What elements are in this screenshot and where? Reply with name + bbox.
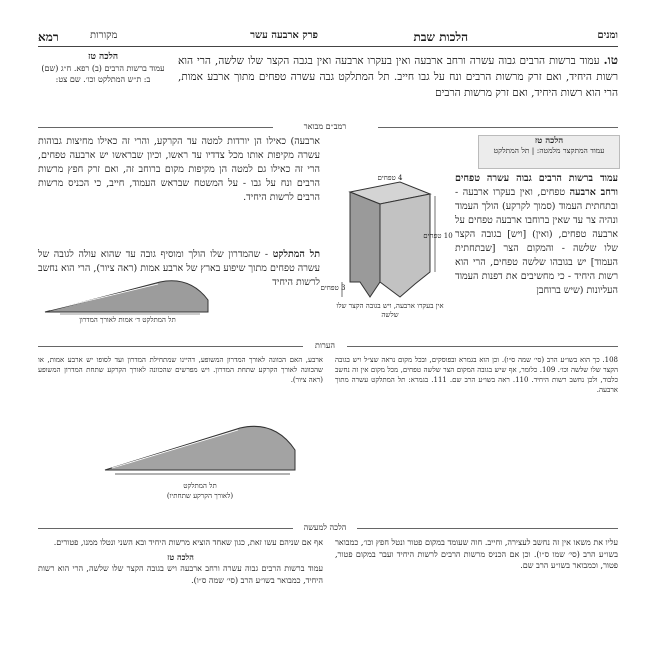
hill-caption-small <box>40 316 215 325</box>
notes-column-right: 108. כך הוא בשו״ע הרב (סי׳ שמה ס״ו). וכן הוא בגמרא ובפוסקים, ובכל מקום נראה שצ״ל ויש בגובה הקצר שלו שלשה וכו׳. 109. כלומר, אף שיש בגובה המקום הצר שלשה טפחים, מכל מקום אין זה נחשב כלבוד, ולכן נחשב רשות היחיד. 110. ראה בשו״ע הרב שם. 111. בגמרא: תל המתלקט עשרה מתוך ארבעה. <box>335 356 619 394</box>
hill-caption-large-title: תל המתלקט <box>183 482 217 490</box>
commentary-section-title: רמב״ם מבואר <box>303 122 347 131</box>
practical-section-title: הלכה למעשה <box>303 523 347 532</box>
header-page-number: רמא <box>38 30 59 44</box>
pillar-illustration <box>330 172 450 322</box>
practical-left-intro: אף אם שניהם עשו זאת, כגון שאחד הוציא מרשות היחיד ובא השני ונטלו ממנו, פטורים. <box>53 538 323 547</box>
hill-figure-large <box>100 410 300 510</box>
pillar-figure <box>320 172 453 322</box>
header-right-label: ומנים <box>597 30 618 41</box>
practical-column-left <box>38 537 323 586</box>
paragraph-number: טו. <box>603 53 618 67</box>
commentary-column-right <box>455 172 618 298</box>
hill-caption-sub: ד׳ אמות לאורך המדרון <box>79 316 141 324</box>
commentary-column-left <box>38 135 320 205</box>
paragraph-text: עמוד ברשות הרבים גבוה עשרה ורחב ארבעה ואין בעקרו ארבעה ואין בגבה הקצר שלו שלשה, הרי הוא רשות היחיד, ואם זרק מרשות הרבים ונח על גבו חייב. תל המתלקט גבה עשרה טפחים מתוך ארבע אמות, הרי הוא רשות היחיד, ואם זרק מרשות הרבים <box>178 55 618 99</box>
notes-section-title: הערות <box>315 341 335 350</box>
header-rule <box>38 46 618 47</box>
pillar-label-bottom: 3 טפחים <box>320 284 346 292</box>
hill-caption-title: תל המתלקט <box>142 316 176 324</box>
commentary-left-text2: - שהמדרון שלו הולך ומוסיף גובה עד שהוא עולה לגובה של עשרה טפחים מתוך שיפוע בארץ של ארבע אמות (ראה ציור), הרי הוא נחשב לרשות היחיד <box>38 249 320 288</box>
commentary-left-text: ארבעה) כאילו הן יורדות למטה עד הקרקע, והרי זה כאילו מחיצות גבוהות עשרה מקיפות אותו מכל צדדיו עד ראשו, וכיון שבראשו יש ארבעה טפחים, הרי זה כאילו גם למטה הן מקיפות מקום ברוחב זה, ואם זרק חפץ מרשות הרבים ונח על גבו - על המשטח שבראש העמוד, חייב, כי הכניס מרשות הרבים לרשות היחיד. <box>38 136 320 203</box>
pillar-label-top: 4 טפחים <box>377 174 403 182</box>
sidebox-title: הלכה טז <box>87 52 119 62</box>
hill-caption-large-sub: (לאורך הקרקע שתחתיו) <box>166 492 234 500</box>
hill-illustration-small <box>40 270 215 318</box>
commentary-rule-left <box>38 127 273 128</box>
commentary-right-text: טפחים, ואין בעקרו ארבעה - ובתחתית העמוד (סמוך לקרקע) הולך העמוד ונהיה צר עד שאין ברוחבו ארבעה טפחים על ארבעה טפחים, (ואין) [ויש] בגובה הקצר שלו שלשה - והמקום הצר [שבתחתית העמוד] יש בגובהו שלשה טפחים, הרי הוא רשות היחיד - כי מחשיבים את דפנות העמוד העליונות (שיש ברוחבן <box>455 187 618 296</box>
main-paragraph <box>178 52 618 101</box>
hill-figure-small <box>40 270 215 330</box>
header-sources-label: מקורות <box>90 30 118 41</box>
practical-left-title: הלכה טז <box>167 551 194 562</box>
practical-rule-left <box>38 528 293 529</box>
commentary-rule-right <box>378 127 618 128</box>
pillar-label-side: 10 טפחים <box>423 232 453 240</box>
notes-rule-right <box>347 346 618 347</box>
halacha-box-title: הלכה טז <box>534 136 564 146</box>
sources-sidebox <box>38 52 168 85</box>
notes-rule-left <box>38 346 303 347</box>
halacha-box <box>478 135 620 169</box>
sidebox-text: עמוד ברשות הרבים (ב) רפא. ח״ג (שם) ב: ת״ש המתלקט וכו׳. שם צט: <box>41 64 165 84</box>
commentary-right-bold: עמוד ברשות הרבים גבוה עשרה טפחים ורחב ארבעה <box>455 173 618 198</box>
practical-left-text: עמוד ברשות הרבים גבוה עשרה ורחב ארבעה ויש בגובה הקצר שלו שלשה, הרי הוא רשות היחיד, כמבואר בשו״ע הרב (סי׳ שמה ס״ו). <box>38 564 323 585</box>
hill-illustration-large <box>100 410 300 480</box>
notes-column-left: ארבע, האם הכוונה לאורך המדרון המשופע, דהיינו שמתחילת המדרון ועד לסופו יש ארבע אמות, או שהכוונה לאורך הקרקע שתחת המדרון. ויש מפרשים שהכוונה לאורך הקרקע שתחת המדרון המשופע (ראה ציור). <box>38 356 323 384</box>
halacha-box-subtitle: עמוד המתקצר מלמטה: | תל המתלקט <box>493 146 605 155</box>
pillar-caption: אין בעקרו ארבעה, ויש בגובה הקצר שלו שלשה <box>336 302 444 319</box>
practical-column-right: עליו את משאו אין זה נחשב לעצירה, וחייב. חוה שעומד במקום פטור ונטל חפץ וכו׳, כמבואר בשו״ע הרב (סי׳ שמו ס״ו). וכן אם הכניס מרשות הרבים לרשות היחיד ועבר במקום פטור, פטור, וכמבואר בשו״ע הרב שם. <box>335 538 618 570</box>
header-chapter: פרק ארבעה עשר <box>250 30 318 41</box>
practical-rule-right <box>357 528 618 529</box>
header-title: הלכות שבת <box>413 30 468 44</box>
commentary-left-bold: תל המתלקט <box>272 249 320 260</box>
running-header <box>38 30 618 46</box>
